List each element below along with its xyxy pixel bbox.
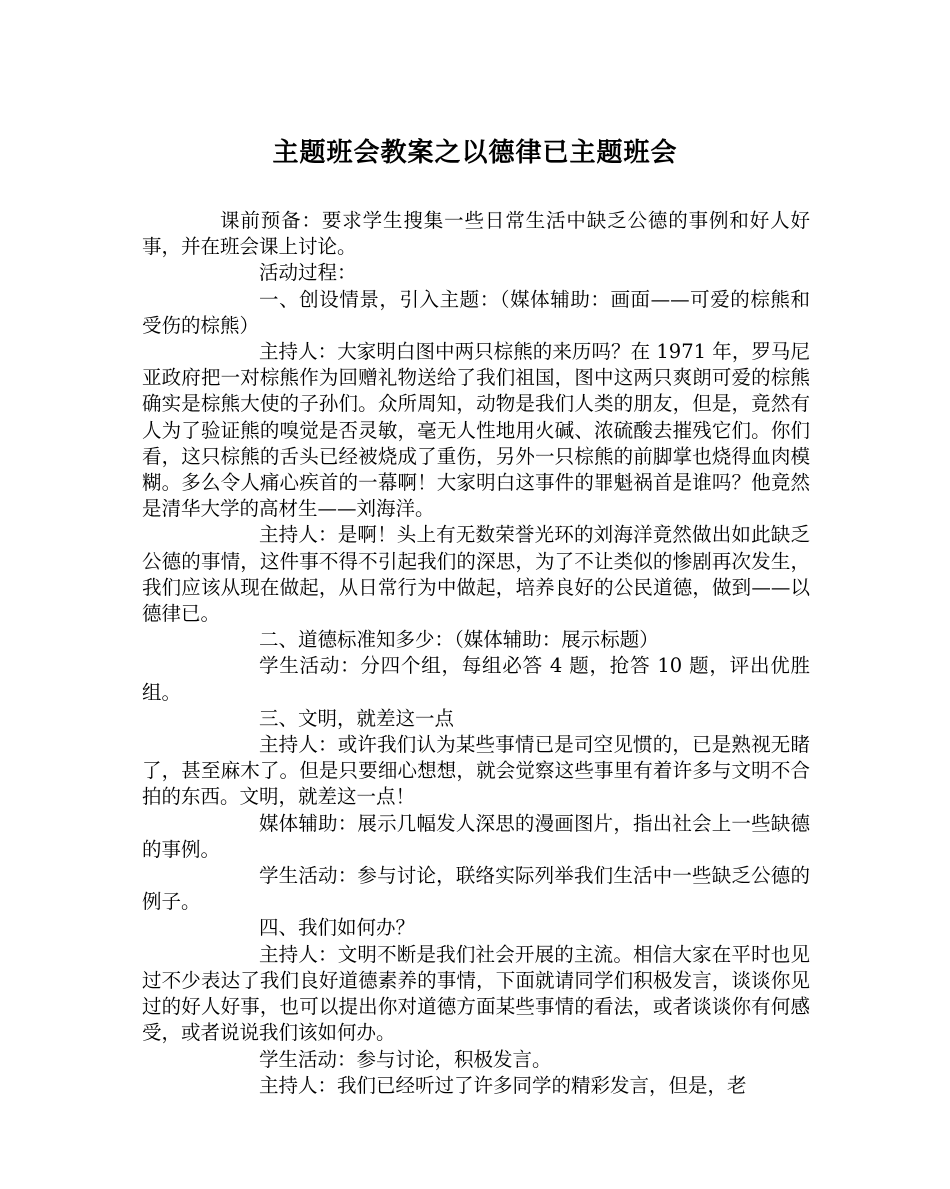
paragraph-media-aid: 媒体辅助：展示几幅发人深思的漫画图片，指出社会上一些缺德的事例。: [142, 811, 810, 861]
paragraph-host-4: 主持人：文明不断是我们社会开展的主流。相信大家在平时也见过不少表达了我们良好道德素养的事情，下面就请同学们积极发言，谈谈你见过的好人好事，也可以提出你对道德方面某些事情的看法，或者谈谈你有何感受，或者说说我们该如何办。: [142, 942, 810, 1045]
paragraph-student-activity-1: 学生活动：分四个组，每组必答 4 题，抢答 10 题，评出优胜组。: [142, 654, 810, 704]
paragraph-host-2: 主持人：是啊！头上有无数荣誉光环的刘海洋竟然做出如此缺乏公德的事情，这件事不得不引起我们的深思，为了不让类似的惨剧再次发生，我们应该从现在做起，从日常行为中做起，培养良好的公民道德，做到——以德律已。: [142, 523, 810, 626]
page-title: 主题班会教案之以德律已主题班会: [272, 138, 678, 168]
paragraph-process-heading: 活动过程：: [259, 261, 357, 285]
document-body: [142, 208, 810, 1099]
paragraph-host-1: 主持人：大家明白图中两只棕熊的来历吗？在 1971 年，罗马尼亚政府把一对棕熊作为回赠礼物送给了我们祖国，图中这两只爽朗可爱的棕熊确实是棕熊大使的子孙们。众所周知，动物是我们人类的朋友，但是，竟然有人为了验证熊的嗅觉是否灵敏，毫无人性地用火碱、浓硫酸去摧残它们。你们看，这只棕熊的舌头已经被烧成了重伤，另外一只棕熊的前脚掌也烧得血肉模糊。多么令人痛心疾首的一幕啊！大家明白这事件的罪魁祸首是谁吗？他竟然是清华大学的高材生——刘海洋。: [142, 340, 810, 521]
paragraph-section-2-heading: 二、道德标准知多少：（媒体辅助：展示标题）: [259, 628, 659, 652]
paragraph-section-3-heading: 三、文明，就差这一点: [259, 706, 455, 730]
paragraph-host-3: 主持人：或许我们认为某些事情已是司空见惯的，已是熟视无睹了，甚至麻木了。但是只要细心想想，就会觉察这些事里有着许多与文明不合拍的东西。文明，就差这一点！: [142, 733, 810, 809]
paragraph-student-activity-2: 学生活动：参与讨论，联络实际列举我们生活中一些缺乏公德的例子。: [142, 864, 810, 914]
paragraph-host-5: 主持人：我们已经听过了许多同学的精彩发言，但是，老: [259, 1073, 747, 1097]
paragraph-section-4-heading: 四、我们如何办？: [259, 916, 416, 940]
paragraph-section-1-heading: 一、创设情景，引入主题：（媒体辅助：画面——可爱的棕熊和受伤的棕熊）: [142, 287, 810, 337]
paragraph-preparation: 课前预备：要求学生搜集一些日常生活中缺乏公德的事例和好人好事，并在班会课上讨论。: [142, 209, 810, 259]
paragraph-student-activity-3: 学生活动：参与讨论，积极发言。: [259, 1047, 552, 1071]
